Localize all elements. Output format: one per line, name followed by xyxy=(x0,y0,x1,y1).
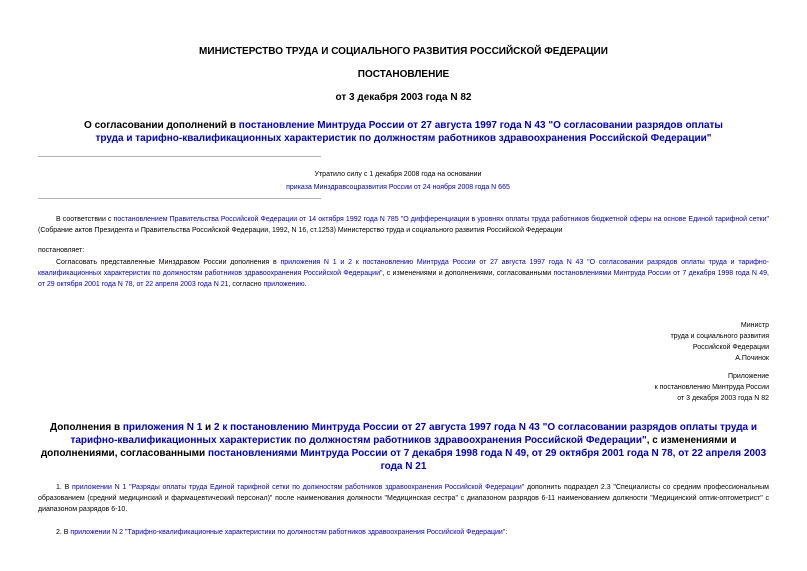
document-intro xyxy=(70,119,737,145)
paragraph-agree-text: Согласовать представленные Минздравом России дополнения в xyxy=(56,259,281,266)
item-two-text: 2. В xyxy=(56,529,71,536)
government-decree-link[interactable]: постановлением Правительства Российской Федерации от 14 октября 1992 года N 785 "О дифференциации в уровнях оплаты труда работников бюджетной сферы на основе Единой тарифной сетки" xyxy=(113,216,769,223)
paragraph-agree-text-3: , согласно xyxy=(228,281,264,288)
paragraph-basis xyxy=(38,214,769,236)
divider-bottom xyxy=(38,198,321,199)
paragraph-agree-text-4: . xyxy=(304,281,307,288)
document-type: ПОСТАНОВЛЕНИЕ xyxy=(357,69,450,80)
resolves-word: постановляет: xyxy=(38,247,85,254)
paragraph-agree xyxy=(38,257,769,290)
appendices-link[interactable]: приложения N 1 и 2 к постановлению Минтруда России от 27 августа 1997 года N 43 "О согласовании разрядов оплаты труда и тарифно-квалификационных характеристик по должностям работников здравоохранения Российской Федерации" xyxy=(38,259,769,277)
signature-ministry: труда и социального развития xyxy=(670,333,769,340)
expired-line: Утратило силу с 1 декабря 2008 года на основании xyxy=(314,171,482,178)
addendum-heading xyxy=(38,421,769,473)
resolutions-link[interactable]: постановлениями Минтруда России от 7 декабря 1998 года N 49, от 29 октября 2001 года N 78, от 22 апреля 2003 года N 21 xyxy=(38,270,769,288)
ministry-heading: МИНИСТЕРСТВО ТРУДА И СОЦИАЛЬНОГО РАЗВИТИЯ РОССИЙСКОЙ ФЕДЕРАЦИИ xyxy=(199,46,608,57)
paragraph-basis-text: В соответствии с xyxy=(56,216,114,223)
document-date: от 3 декабря 2003 года N 82 xyxy=(335,92,472,103)
addendum-text: Дополнения в xyxy=(49,422,123,433)
intro-link[interactable]: постановление Минтруда России от 27 августа 1997 года N 43 "О согласовании разрядов оплаты труда и тарифно-квалификационных характеристик по должностям работников здравоохранения Российской Федерации" xyxy=(95,120,723,144)
paragraph-basis-text-end: (Собрание актов Президента и Правительства Российской Федерации, 1992, N 16, ст.1253) Министерство труда и социального развития Российской Федерации xyxy=(38,227,563,234)
appendix-link[interactable]: приложению xyxy=(263,281,305,288)
addendum-text-3: , с изменениями и дополнениями, согласованными xyxy=(40,435,737,459)
appendix-block xyxy=(469,371,769,404)
appendix-ref: к постановлению Минтруда России xyxy=(654,384,769,391)
item-one-link[interactable]: приложении N 1 "Разряды оплаты труда Единой тарифной сетки по должностям работников здравоохранения Российской Федерации" xyxy=(72,484,525,491)
item-two-link[interactable]: приложении N 2 "Тарифно-квалификационные характеристики по должностям работников здравоохранения Российской Федерации" xyxy=(70,529,506,536)
item-one-text-end: дополнить подраздел 2.3 "Специалисты со средним профессиональным образованием (средний медицинский и фармацевтический персонал)" после наименования должности "Медицинская сестра" с диапазоном разрядов 6-11 наименованием должности "Медицинский оптик-оптометрист" с диапазоном разрядов 6-10. xyxy=(38,484,769,513)
signature-title: Министр xyxy=(740,322,769,329)
appendix-date: от 3 декабря 2003 года N 82 xyxy=(677,395,769,402)
appendix-label: Приложение xyxy=(727,373,769,380)
signature-name: А.Починок xyxy=(735,355,769,362)
item-one-text: 1. В xyxy=(56,484,73,491)
item-two xyxy=(38,527,769,538)
signature-block xyxy=(469,320,769,364)
addendum-text-2: и xyxy=(202,422,214,433)
signature-country: Российской Федерации xyxy=(692,344,769,351)
item-one xyxy=(38,482,769,515)
intro-lead: О согласовании дополнений в xyxy=(84,120,239,131)
addendum-link-3[interactable]: постановлениями Минтруда России от 7 декабря 1998 года N 49, от 29 октября 2001 года N 78, от 22 апреля 2003 года N 21 xyxy=(207,448,767,472)
addendum-link-1[interactable]: приложения N 1 xyxy=(122,422,203,433)
divider-top xyxy=(38,156,321,157)
addendum-link-2[interactable]: 2 к постановлению Минтруда России от 27 августа 1997 года N 43 "О согласовании разрядов оплаты труда и тарифно-квалификационных характеристик по должностям работников здравоохранения Российской Федерации" xyxy=(70,422,758,446)
paragraph-agree-text-2: , с изменениями и дополнениями, согласованными xyxy=(382,270,554,277)
item-two-text-end: : xyxy=(505,529,508,536)
expired-note xyxy=(38,168,758,194)
expired-link[interactable]: приказа Минздравсоцразвития России от 24 ноября 2008 года N 665 xyxy=(286,184,510,191)
